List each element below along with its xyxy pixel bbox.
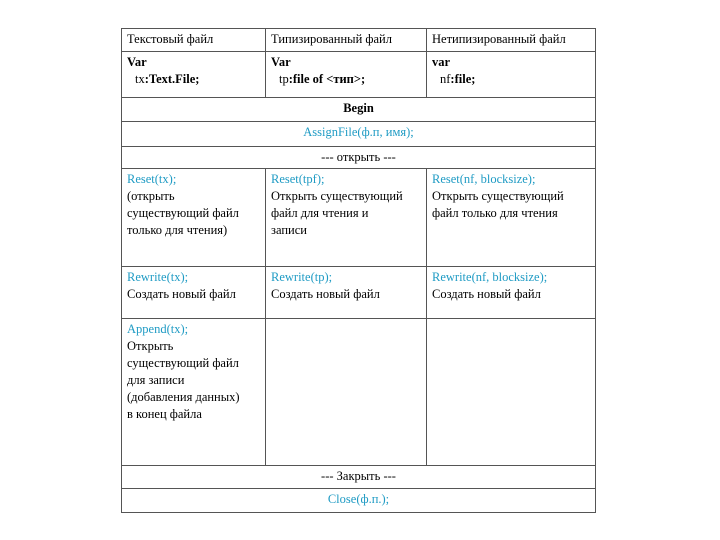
header-text-file: Текстовый файл: [122, 29, 266, 52]
append-text-cell: [122, 319, 266, 466]
header-typed-file: Типизированный файл: [266, 29, 427, 52]
file-operations-table: [121, 28, 596, 513]
open-row: [122, 147, 596, 169]
comparison-table: [121, 28, 596, 513]
rewrite-untyped-cell: [427, 267, 596, 319]
close-label: --- Закрыть ---: [122, 466, 596, 489]
reset-call: Reset(tx);: [127, 172, 177, 186]
var-text-cell: [122, 52, 266, 98]
var-keyword: Var: [271, 55, 291, 69]
assign-row: [122, 122, 596, 147]
append-row: [122, 319, 596, 466]
rewrite-call: Rewrite(tx);: [127, 270, 189, 284]
reset-desc-line: файл для чтения и: [271, 206, 369, 220]
append-call: Append(tx);: [127, 322, 189, 336]
open-label: --- открыть ---: [122, 147, 596, 169]
rewrite-call: Rewrite(nf, blocksize);: [432, 270, 548, 284]
reset-text-cell: [122, 169, 266, 267]
reset-typed-cell: [266, 169, 427, 267]
reset-desc-line: существующий файл: [127, 206, 239, 220]
rewrite-desc-line: Создать новый файл: [271, 287, 380, 301]
var-keyword: var: [432, 55, 451, 69]
rewrite-call: Rewrite(tp);: [271, 270, 333, 284]
rewrite-desc-line: Создать новый файл: [432, 287, 541, 301]
append-untyped-cell: [427, 319, 596, 466]
append-desc-line: в конец файла: [127, 407, 202, 421]
reset-call: Reset(tpf);: [271, 172, 325, 186]
assign-statement: AssignFile(ф.п, имя);: [122, 122, 596, 147]
var-untyped-cell: [427, 52, 596, 98]
var-declaration: nf:file;: [440, 72, 476, 86]
reset-desc-line: записи: [271, 223, 307, 237]
close-call-row: [122, 489, 596, 513]
rewrite-text-cell: [122, 267, 266, 319]
reset-desc-line: только для чтения): [127, 223, 228, 237]
close-row: [122, 466, 596, 489]
reset-desc-line: Открыть существующий: [432, 189, 564, 203]
rewrite-row: [122, 267, 596, 319]
append-typed-cell: [266, 319, 427, 466]
var-declaration: tx:Text.File;: [135, 72, 200, 86]
reset-desc-line: (открыть: [127, 189, 175, 203]
var-declaration: tp:file of <тип>;: [279, 72, 366, 86]
header-row: [122, 29, 596, 52]
reset-desc-line: файл только для чтения: [432, 206, 558, 220]
append-desc-line: (добавления данных): [127, 390, 240, 404]
begin-row: [122, 98, 596, 122]
var-typed-cell: [266, 52, 427, 98]
reset-call: Reset(nf, blocksize);: [432, 172, 536, 186]
append-desc-line: Открыть: [127, 339, 174, 353]
header-untyped-file: Нетипизированный файл: [427, 29, 596, 52]
var-row: [122, 52, 596, 98]
reset-untyped-cell: [427, 169, 596, 267]
close-call: Close(ф.п.);: [122, 489, 596, 513]
rewrite-typed-cell: [266, 267, 427, 319]
append-desc-line: для записи: [127, 373, 185, 387]
reset-desc-line: Открыть существующий: [271, 189, 403, 203]
append-desc-line: существующий файл: [127, 356, 239, 370]
reset-row: [122, 169, 596, 267]
var-keyword: Var: [127, 55, 147, 69]
begin-label: Begin: [122, 98, 596, 122]
rewrite-desc-line: Создать новый файл: [127, 287, 236, 301]
